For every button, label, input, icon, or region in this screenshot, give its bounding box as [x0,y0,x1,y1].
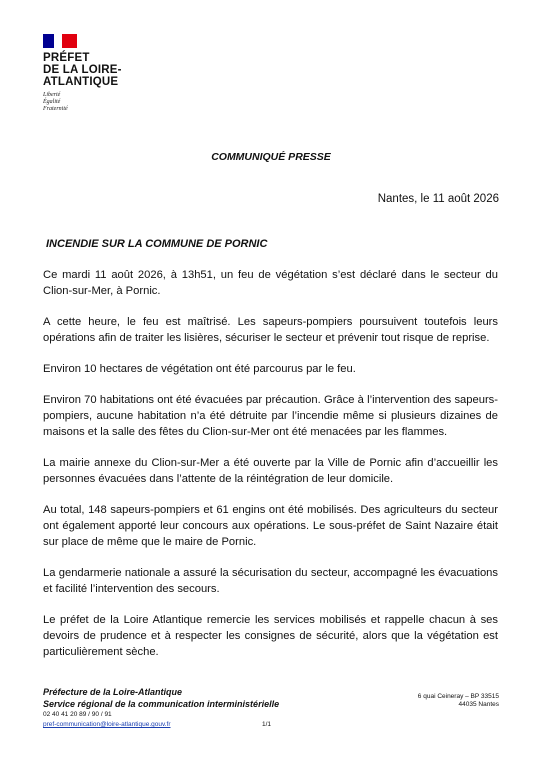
paragraph: Environ 70 habitations ont été évacuées par précaution. Grâce à l’intervention des sapeurs-pompiers, aucune habitation n’a été détruite par l’incendie même si plusieurs dizaines de maisons et la salle des fêtes du Clion-sur-Mer ont été menacées par les flammes. [43,394,498,438]
press-release-body [43,267,498,675]
paragraph: Le préfet de la Loire Atlantique remercie les services mobilisés et rappelle chacun à ses devoirs de prudence et à respecter les consignes de sécurité, alors que la végétation est particulièrement sèche. [43,614,498,658]
paragraph: Ce mardi 11 août 2026, à 13h51, un feu de végétation s’est déclaré dans le secteur du Clion-sur-Mer, à Pornic. [43,269,498,297]
french-flag-icon [43,34,77,48]
headline: INCENDIE SUR LA COMMUNE DE PORNIC [46,238,268,250]
logo-wordmark [43,52,122,88]
logo-line: DE LA LOIRE- [43,64,122,76]
footer-address [418,693,499,709]
motto [43,92,122,113]
motto-line: Fraternité [43,106,68,112]
document-date: Nantes, le 11 août 2026 [377,193,499,205]
footer-contact [43,686,279,730]
motto-line: Liberté [43,92,61,98]
address-line: 44035 Nantes [458,701,499,708]
prefecture-logo [43,34,122,113]
footer-email-link[interactable]: pref-communication@loire-atlantique.gouv.fr [43,721,171,728]
footer-org: Préfecture de la Loire-Atlantique [43,687,183,697]
paragraph: A cette heure, le feu est maîtrisé. Les sapeurs-pompiers poursuivent toutefois leurs opérations afin de traiter les lisières, sécuriser le secteur et prévenir tout risque de reprise. [43,316,498,344]
paragraph: La gendarmerie nationale a assuré la sécurisation du secteur, accompagné les évacuations et facilité l’intervention des secours. [43,567,498,595]
logo-line: PRÉFET [43,52,90,64]
page-number: 1/1 [262,721,272,728]
footer-service: Service régional de la communication interministérielle [43,699,280,709]
footer-phone: 02 40 41 20 89 / 90 / 91 [43,711,112,718]
paragraph: Environ 10 hectares de végétation ont été parcourus par le feu. [43,363,356,375]
document-type-title: COMMUNIQUÉ PRESSE [211,151,331,163]
paragraph: La mairie annexe du Clion-sur-Mer a été ouverte par la Ville de Pornic afin d’accueillir les personnes évacuées dans l’attente de la réintégration de leur domicile. [43,457,498,485]
address-line: 6 quai Ceineray – BP 33515 [417,693,499,700]
logo-line: ATLANTIQUE [43,76,119,88]
paragraph: Au total, 148 sapeurs-pompiers et 61 engins ont été mobilisés. Des agriculteurs du secteur ont également apporté leur concours aux opérations. Le sous-préfet de Saint Nazaire était sur place de même que le maire de Pornic. [43,504,498,548]
motto-line: Égalité [43,99,61,105]
